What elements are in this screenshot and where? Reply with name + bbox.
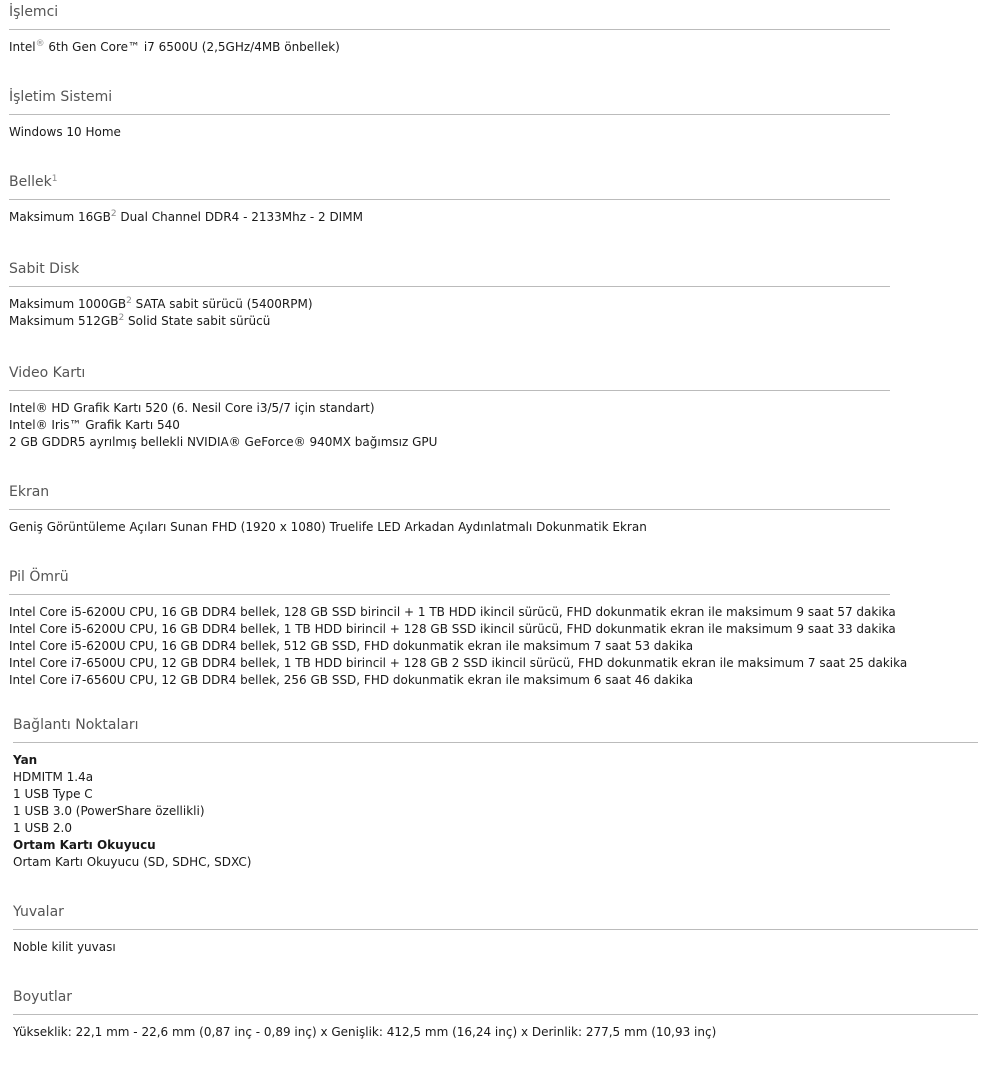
spec-text: Maksimum 16GB [9, 210, 111, 224]
spec-text: Maksimum 1000GB [9, 297, 127, 311]
spec-line: Intel® Iris™ Grafik Kartı 540 [9, 418, 180, 432]
spec-line [9, 313, 890, 330]
section-body [9, 124, 890, 141]
spec-section-ports [13, 716, 978, 871]
section-heading: Video Kartı [9, 364, 890, 391]
spec-section-battery [9, 568, 908, 689]
spec-text: Intel [9, 40, 36, 54]
section-heading: Yuvalar [13, 903, 978, 930]
section-body [9, 39, 890, 56]
spec-line: 1 USB 2.0 [13, 821, 72, 835]
section-body [13, 1024, 978, 1041]
spec-line [9, 39, 890, 56]
spec-line: HDMITM 1.4a [13, 770, 94, 784]
spec-section-slots [13, 903, 978, 956]
section-heading: Ekran [9, 483, 890, 510]
spec-section-video-card [9, 364, 890, 451]
section-heading: Pil Ömrü [9, 568, 890, 595]
section-body [13, 752, 978, 871]
section-heading: Boyutlar [13, 988, 978, 1015]
spec-text: Solid State sabit sürücü [124, 314, 271, 328]
section-heading: İşletim Sistemi [9, 88, 890, 115]
spec-line [9, 209, 890, 226]
spec-line: Noble kilit yuvası [13, 940, 116, 954]
spec-line: Intel Core i7-6560U CPU, 12 GB DDR4 bellek, 256 GB SSD, FHD dokunmatik ekran ile maksimum 6 saat 46 dakika [9, 673, 694, 687]
spec-text: SATA sabit sürücü (5400RPM) [131, 297, 313, 311]
section-heading: Sabit Disk [9, 260, 890, 287]
spec-line [9, 296, 890, 313]
footnote-mark: 2 [126, 296, 132, 306]
section-heading: İşlemci [9, 3, 890, 30]
subheading: Ortam Kartı Okuyucu [13, 838, 156, 852]
spec-line: Geniş Görüntüleme Açıları Sunan FHD (1920 x 1080) Truelife LED Arkadan Aydınlatmalı Dokunmatik Ekran [9, 520, 647, 534]
section-body [9, 296, 890, 330]
spec-section-display [9, 483, 890, 536]
spec-line: 2 GB GDDR5 ayrılmış bellekli NVIDIA® GeForce® 940MX bağımsız GPU [9, 435, 438, 449]
spec-section-os [9, 88, 890, 141]
spec-line: Intel Core i5-6200U CPU, 16 GB DDR4 bellek, 128 GB SSD birincil + 1 TB HDD ikincil sürücü, FHD dokunmatik ekran ile maksimum 9 saat 57 dakika [9, 605, 896, 619]
spec-line: Intel® HD Grafik Kartı 520 (6. Nesil Core i3/5/7 için standart) [9, 401, 375, 415]
section-heading [9, 173, 890, 200]
subheading: Yan [13, 753, 38, 767]
superscript-mark: ® [35, 39, 45, 49]
section-body [9, 209, 890, 226]
section-heading: Bağlantı Noktaları [13, 716, 978, 743]
spec-line: Intel Core i7-6500U CPU, 12 GB DDR4 bellek, 1 TB HDD birincil + 128 GB 2 SSD ikincil sürücü, FHD dokunmatik ekran ile maksimum 7 saat 25 dakika [9, 656, 908, 670]
spec-line: Intel Core i5-6200U CPU, 16 GB DDR4 bellek, 1 TB HDD birincil + 128 GB SSD ikincil sürücü, FHD dokunmatik ekran ile maksimum 9 saat 33 dakika [9, 622, 896, 636]
spec-line: 1 USB Type C [13, 787, 93, 801]
spec-section-hard-disk [9, 260, 890, 330]
heading-text: Bellek [9, 174, 52, 190]
footnote-mark: 2 [118, 313, 125, 323]
section-body [9, 400, 890, 451]
spec-line: Yükseklik: 22,1 mm - 22,6 mm (0,87 inç - 0,89 inç) x Genişlik: 412,5 mm (16,24 inç) x Derinlik: 277,5 mm (10,93 inç) [13, 1025, 717, 1039]
spec-line: Windows 10 Home [9, 125, 121, 139]
section-body [13, 939, 978, 956]
footnote-mark: 2 [110, 209, 117, 219]
spec-text: Maksimum 512GB [9, 314, 119, 328]
spec-line: 1 USB 3.0 (PowerShare özellikli) [13, 804, 205, 818]
spec-text: Dual Channel DDR4 - 2133Mhz - 2 DIMM [116, 210, 363, 224]
spec-section-dimensions [13, 988, 978, 1041]
section-body [9, 519, 890, 536]
spec-line: Intel Core i5-6200U CPU, 16 GB DDR4 bellek, 512 GB SSD, FHD dokunmatik ekran ile maksimum 7 saat 53 dakika [9, 639, 694, 653]
spec-line: Ortam Kartı Okuyucu (SD, SDHC, SDXC) [13, 855, 252, 869]
section-body [9, 604, 908, 689]
footnote-mark: 1 [51, 174, 58, 184]
spec-section-memory [9, 173, 890, 226]
spec-section-processor [9, 3, 890, 56]
spec-text: 6th Gen Core™ i7 6500U (2,5GHz/4MB önbellek) [44, 40, 340, 54]
